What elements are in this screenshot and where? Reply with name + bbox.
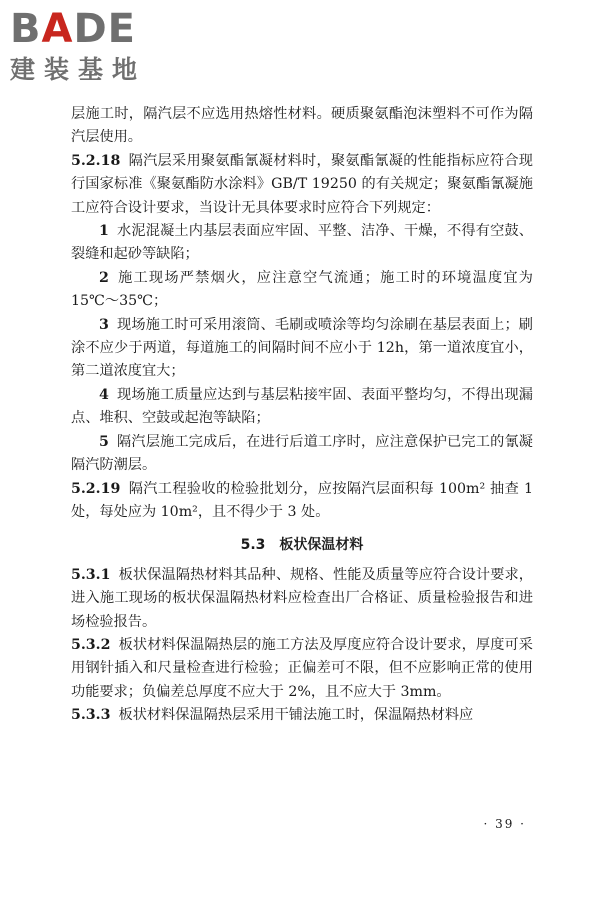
list-item-5: [71, 431, 533, 478]
logo-tagline: 建装基地: [10, 55, 147, 84]
document-body: [71, 103, 533, 728]
item-text: 施工现场严禁烟火，应注意空气流通；施工时的环境温度宜为 15℃～35℃；: [71, 269, 533, 310]
clause-5-2-19: [71, 478, 533, 525]
item-text: 水泥混凝土内基层表面应牢固、平整、洁净、干燥，不得有空鼓、裂缝和起砂等缺陷；: [71, 223, 533, 263]
item-number: 5: [99, 433, 109, 450]
list-item-3: [71, 314, 533, 384]
lead-paragraph: 层施工时，隔汽层不应选用热熔性材料。硬质聚氨酯泡沫塑料不可作为隔汽层使用。: [71, 106, 533, 146]
page-number: · 39 ·: [483, 817, 526, 831]
logo-letter-b: B: [10, 6, 42, 52]
clause-text: 板状材料保温隔热层的施工方法及厚度应符合设计要求，厚度可采用钢针插入和尺量检查进行检验；正偏差可不限，但不应影响正常的使用功能要求；负偏差总厚度不应大于 2%，且不应大于 3mm。: [71, 636, 533, 700]
clause-number: 5.3.1: [71, 566, 111, 583]
item-number: 2: [99, 269, 109, 286]
logo-wordmark: [10, 6, 180, 52]
logo-letter-e: E: [107, 6, 136, 52]
logo-letter-d: D: [73, 6, 108, 52]
clause-number: 5.3.2: [71, 636, 111, 653]
clause-5-2-18: [71, 150, 533, 220]
list-item-4: [71, 384, 533, 431]
item-number: 1: [99, 223, 109, 240]
clause-number: 5.3.3: [71, 707, 111, 724]
item-text: 现场施工质量应达到与基层粘接牢固、表面平整均匀，不得出现漏点、堆积、空鼓或起泡等缺陷；: [71, 386, 533, 427]
list-item-1: [71, 220, 533, 267]
clause-number: 5.2.18: [71, 152, 121, 169]
clause-text: 隔汽层采用聚氨酯氰凝材料时，聚氨酯氰凝的性能指标应符合现行国家标准《聚氨酯防水涂料》GB/T 19250 的有关规定；聚氨酯氰凝施工应符合设计要求，当设计无具体要求时应符合下列规定：: [71, 152, 533, 216]
logo-letter-a: A: [41, 6, 74, 52]
clause-number: 5.2.19: [71, 480, 121, 497]
clause-text: 隔汽工程验收的检验批划分，应按隔汽层面积每 100m² 抽查 1 处，每处应为 10m²，且不得少于 3 处。: [71, 480, 533, 520]
clause-text: 板状材料保温隔热层采用干铺法施工时，保温隔热材料应: [118, 707, 474, 724]
item-number: 3: [99, 316, 109, 333]
item-number: 4: [99, 386, 109, 403]
section-title: 板状保温材料: [279, 537, 364, 554]
clause-text: 板状保温隔热材料其品种、规格、性能及质量等应符合设计要求，进入施工现场的板状保温隔热材料应检查出厂合格证、质量检验报告和进场检验报告。: [71, 566, 533, 630]
section-heading: [71, 534, 533, 557]
brand-logo: [10, 6, 180, 86]
item-text: 隔汽层施工完成后，在进行后道工序时，应注意保护已完工的氰凝隔汽防潮层。: [71, 433, 533, 474]
clause-5-3-3: [71, 704, 533, 727]
item-text: 现场施工时可采用滚筒、毛刷或喷涂等均匀涂刷在基层表面上；刷涂不应少于两道，每道施工的间隔时间不应小于 12h，第一道浓度宜小，第二道浓度宜大；: [71, 316, 533, 380]
section-number: 5.3: [240, 537, 266, 554]
clause-5-3-1: [71, 564, 533, 634]
list-item-2: [71, 267, 533, 314]
clause-5-3-2: [71, 634, 533, 704]
